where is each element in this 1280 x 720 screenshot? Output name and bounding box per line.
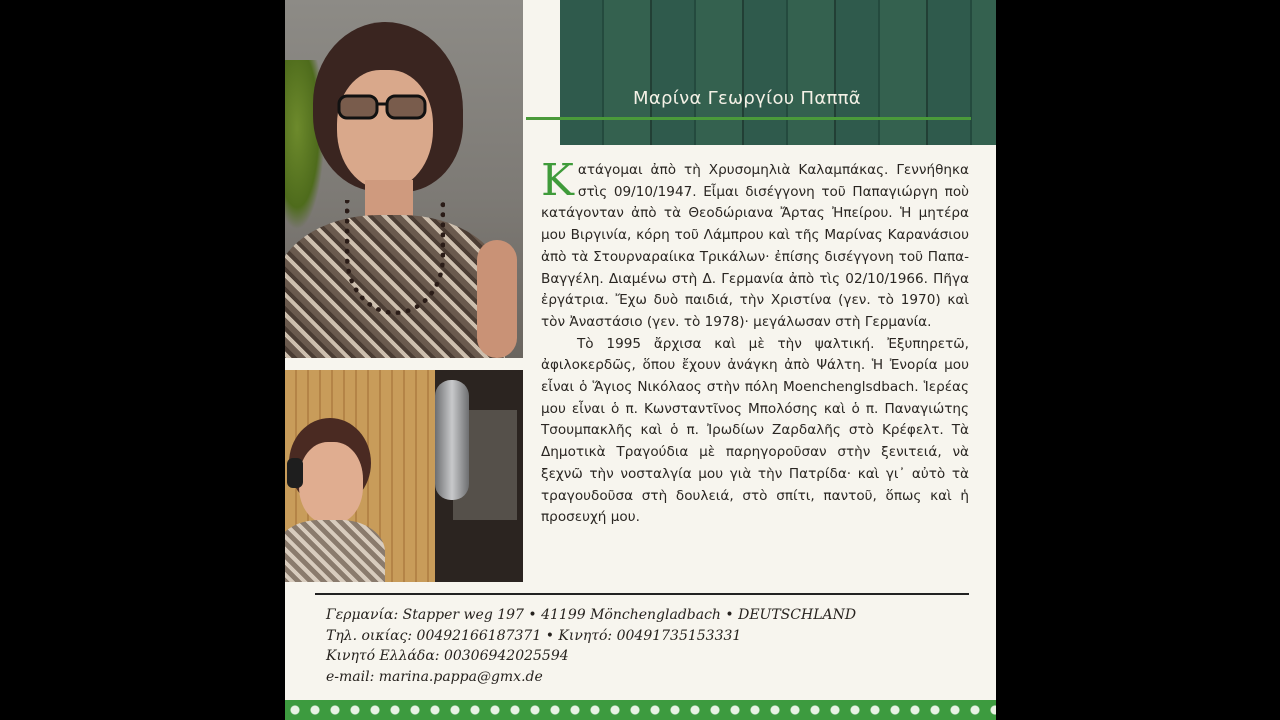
wood-banner — [560, 0, 996, 145]
address-line: Γερμανία: Stapper weg 197 • 41199 Mönchengladbach • DEUTSCHLAND — [326, 607, 857, 623]
contact-block — [326, 605, 966, 687]
greece-mobile-line: Κινητό Ελλάδα: 00306942025594 — [326, 648, 569, 664]
studio-photo — [285, 370, 523, 582]
phone-line: Τηλ. οικίας: 00492166187371 • Κινητό: 00491735153331 — [326, 627, 742, 644]
bio-paragraph-1: Κατάγομαι ἀπὸ τὴ Χρυσομηλιὰ Καλαμπάκας. Γεννήθηκα στὶς 09/10/1947. Εἶμαι δισέγγονη τοῦ Παπαγιώργη ποὺ κατάγονταν ἀπὸ τὰ Θεοδώριανα Ἄρτας Ἠπείρου. Ἡ μητέρα μου Βιργινία, κόρη τοῦ Λάμπρου καὶ τῆς Μαρίνας Καρανάσιου ἀπὸ τὰ Στουρναραίικα Τρικάλων· ἐπίσης δισέγγονη τοῦ Παπα-Βαγγέλη. Διαμένω στὴ Δ. Γερμανία ἀπὸ τὶς 02/10/1966. Πῆγα ἐργάτρια. Ἔχω δυὸ παιδιά, τὴν Χριστίνα (γεν. τὸ 1970) καὶ τὸν Ἀναστάσιο (γεν. τὸ 1978)· μεγάλωσαν στὴ Γερμανία. — [541, 155, 969, 330]
brochure-page — [285, 0, 996, 720]
portrait-photo — [285, 0, 523, 358]
title-underline — [526, 117, 971, 120]
footer-ornament — [285, 700, 996, 720]
bio-paragraph-2: Τὸ 1995 ἄρχισα καὶ μὲ τὴν ψαλτική. Ἐξυπηρετῶ, ἀφιλοκερδῶς, ὅπου ἔχουν ἀνάγκη ἀπὸ Ψάλτη. Ἡ Ἐνορία μου εἶναι ὁ Ἅγιος Νικόλαος στὴν πόλη Moenchenglsdbach. Ἱερέας μου εἶναι ὁ π. Κωνσταντῖνος Μπολόσης καὶ ὁ π. Παναγιώτης Τσουμπακλῆς καὶ ὁ π. Ἰρωδίων Ζαρδαλῆς στὸ Κρέφελτ. Τὰ Δημοτικὰ Τραγούδια μὲ παρηγοροῦσαν στὴν ξενιτειά, νὰ ξεχνῶ τὴν νοσταλγία μου γιὰ τὴν Πατρίδα· καὶ γι᾽ αὐτὸ τὰ τραγουδοῦσα στὴ δουλειά, στὸ σπίτι, παντοῦ, ὅπως καὶ ἡ προσευχή μου. — [541, 335, 969, 526]
email-line: e-mail: marina.pappa@gmx.de — [326, 668, 543, 685]
biography-text — [541, 155, 969, 529]
divider — [315, 593, 969, 595]
drop-cap: Κ — [541, 155, 574, 206]
page-title: Μαρίνα Γεωργίου Παππᾶ — [633, 88, 861, 109]
